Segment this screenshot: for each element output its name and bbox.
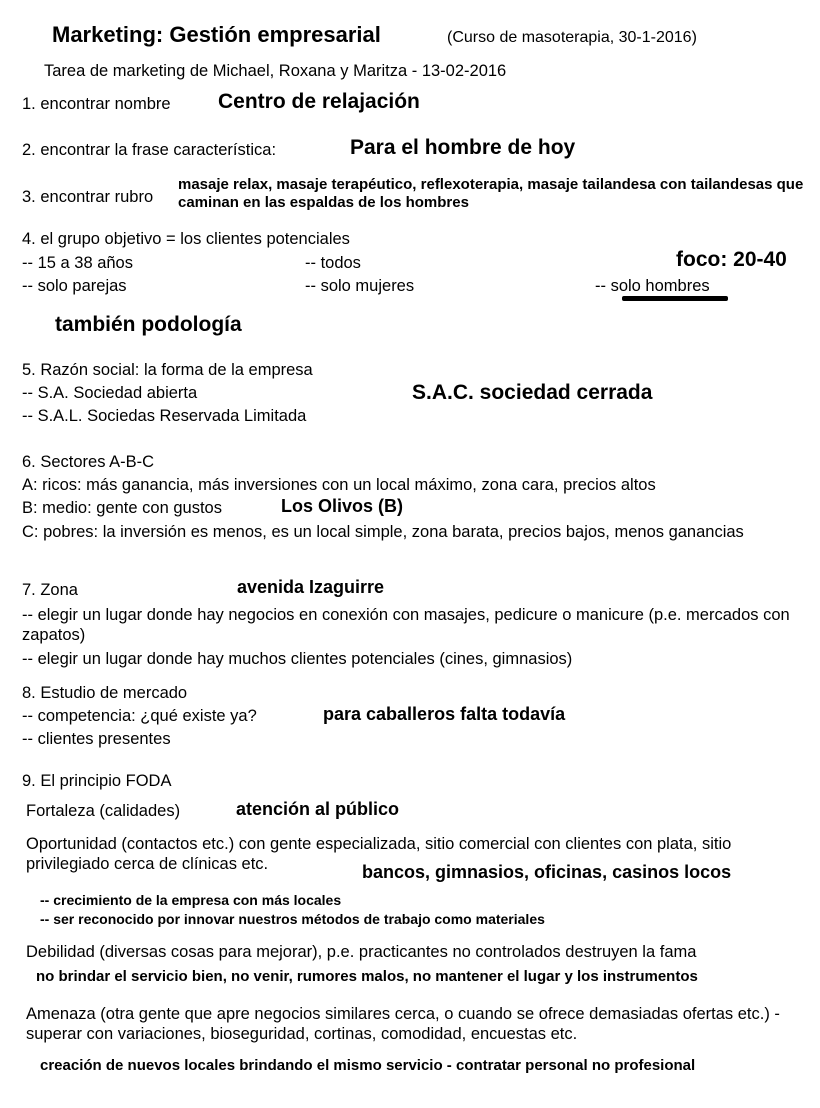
section-8-label: 8. Estudio de mercado <box>22 684 188 702</box>
section-8-bullet-1: -- competencia: ¿qué existe ya? <box>22 707 257 725</box>
foda-oportunidad-answer: bancos, gimnasios, oficinas, casinos locos <box>362 862 732 882</box>
section-3-label: 3. encontrar rubro <box>22 188 154 206</box>
section-8-answer-1: para caballeros falta todavía <box>323 704 566 724</box>
section-3-answer: masaje relax, masaje terapéutico, reflexoterapia, masaje tailandesa con tailandesas que caminan en las espaldas de los hombres <box>178 176 804 212</box>
section-1-answer: Centro de relajación <box>218 90 420 113</box>
section-2-answer: Para el hombre de hoy <box>350 136 576 159</box>
foda-oportunidad-text: Oportunidad (contactos etc.) con gente especializada, sitio comercial con clientes con plata, sitio privilegiado cerca de clínicas etc. <box>26 835 732 874</box>
section-5-answer: S.A.C. sociedad cerrada <box>412 381 653 404</box>
section-4-col1-item-1: -- solo parejas <box>22 277 127 295</box>
section-7-bullet-0: -- elegir un lugar donde hay negocios en conexión con masajes, pedicure o manicure (p.e. mercados con zapatos) <box>22 606 790 645</box>
section-4-col2-item-0: -- todos <box>305 254 361 272</box>
course-note: (Curso de masoterapia, 30-1-2016) <box>447 29 697 46</box>
section-4-col2-item-1: -- solo mujeres <box>305 277 415 295</box>
section-7-bullet-1: -- elegir un lugar donde hay muchos clientes potenciales (cines, gimnasios) <box>22 650 573 668</box>
section-7-label: 7. Zona <box>22 581 78 599</box>
page-title: Marketing: Gestión empresarial <box>52 22 381 47</box>
foda-fortaleza-label: Fortaleza (calidades) <box>26 802 181 820</box>
section-5-option-0: -- S.A. Sociedad abierta <box>22 384 198 402</box>
section-4-focus-annotation: foco: 20-40 <box>676 248 787 271</box>
foda-oportunidad-sub-0: -- crecimiento de la empresa con más locales <box>40 892 342 908</box>
foda-amenaza-text: Amenaza (otra gente que apre negocios similares cerca, o cuando se ofrece demasiadas ofertas etc.) - superar con variaciones, bioseguridad, cortinas, comodidad, encuestas etc. <box>26 1005 780 1044</box>
section-6-answer-b: Los Olivos (B) <box>281 496 404 516</box>
section-7-answer: avenida Izaguirre <box>237 577 385 597</box>
section-4-col1-item-0: -- 15 a 38 años <box>22 254 133 272</box>
section-6-label: 6. Sectores A-B-C <box>22 453 155 471</box>
section-5-option-1: -- S.A.L. Sociedas Reservada Limitada <box>22 407 307 425</box>
section-9-label: 9. El principio FODA <box>22 772 172 790</box>
section-2-label: 2. encontrar la frase característica: <box>22 141 277 159</box>
section-4-label: 4. el grupo objetivo = los clientes potenciales <box>22 230 350 248</box>
foda-fortaleza-answer: atención al público <box>236 799 400 819</box>
section-6-line-c: C: pobres: la inversión es menos, es un local simple, zona barata, precios bajos, menos ganancias <box>22 523 744 541</box>
foda-debilidad-answer: no brindar el servicio bien, no venir, rumores malos, no mantener el lugar y los instrumentos <box>36 968 698 985</box>
section-6-line-b: B: medio: gente con gustos <box>22 499 222 517</box>
section-1-label: 1. encontrar nombre <box>22 95 171 113</box>
section-5-label: 5. Razón social: la forma de la empresa <box>22 361 313 379</box>
solo-hombres-underline-mark <box>622 296 728 301</box>
section-4-extra-annotation: también podología <box>55 313 242 336</box>
foda-oportunidad-sub-1: -- ser reconocido por innovar nuestros métodos de trabajo como materiales <box>40 911 545 927</box>
section-4-col3-item-0: -- solo hombres <box>595 277 710 295</box>
assignment-line: Tarea de marketing de Michael, Roxana y Maritza - 13-02-2016 <box>44 62 507 80</box>
section-6-line-a: A: ricos: más ganancia, más inversiones con un local máximo, zona cara, precios altos <box>22 476 656 494</box>
section-8-bullet-2: -- clientes presentes <box>22 730 171 748</box>
foda-amenaza-answer: creación de nuevos locales brindando el mismo servicio - contratar personal no profesional <box>40 1057 696 1074</box>
foda-debilidad-text: Debilidad (diversas cosas para mejorar), p.e. practicantes no controlados destruyen la fama <box>26 943 697 961</box>
